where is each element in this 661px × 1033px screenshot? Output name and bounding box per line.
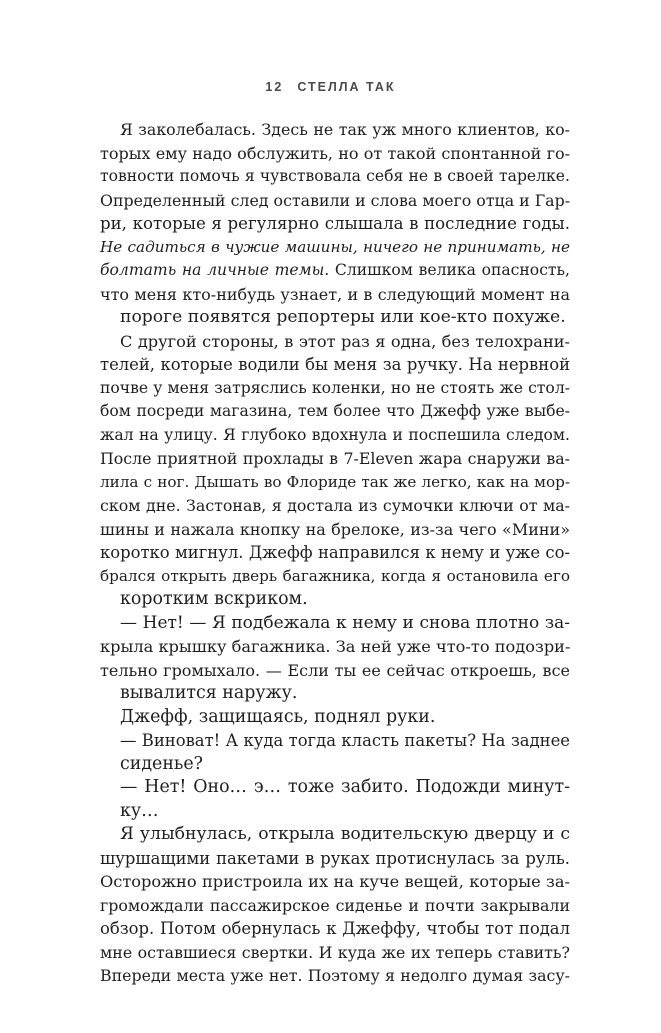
text-line bbox=[100, 400, 570, 424]
text-fragment: громождали пассажирское сиденье и почти закрывали bbox=[100, 895, 570, 915]
text-fragment: Я улыбнулась, открыла водительскую дверцу и с bbox=[120, 824, 570, 844]
text-fragment: ку… bbox=[120, 800, 159, 821]
italic-fragment: Не садиться в чужие машины, ничего не принимать, не bbox=[100, 237, 570, 256]
text-line bbox=[100, 847, 570, 871]
text-fragment: С другой стороны, в этот раз я одна, без телохрани- bbox=[120, 331, 570, 351]
text-fragment: — Нет! Оно… э… тоже забито. Подожди минут- bbox=[120, 777, 570, 797]
text-fragment: что меня кто-нибудь узнает, и в следующий момент на bbox=[100, 284, 570, 304]
text-line bbox=[100, 565, 570, 589]
text-fragment: — Нет! — Я подбежала к нему и снова плотно за- bbox=[120, 612, 570, 633]
text-fragment: бом посреди магазина, тем более что Джефф уже выбе- bbox=[100, 402, 570, 420]
text-fragment: После приятной прохлады в 7-Eleven жара снаружи ва- bbox=[100, 449, 570, 468]
text-fragment: торых ему надо обслужить, но от такой спонтанной го- bbox=[100, 143, 570, 163]
text-line bbox=[100, 964, 570, 988]
text-line bbox=[100, 377, 570, 401]
text-line bbox=[100, 212, 570, 236]
text-line bbox=[100, 447, 570, 471]
text-fragment: мне оставшиеся свертки. И куда же их теперь ставить? bbox=[100, 942, 570, 962]
text-fragment: коротко мигнул. Джефф направился к нему и уже со- bbox=[100, 543, 570, 562]
text-fragment: ри, которые я регулярно слышала в последние годы. bbox=[100, 214, 570, 233]
text-line bbox=[100, 776, 570, 800]
text-line bbox=[100, 236, 570, 260]
text-line bbox=[100, 753, 570, 777]
text-line bbox=[100, 870, 570, 894]
text-fragment: шуршащими пакетами в руках протиснулась за руль. bbox=[100, 848, 570, 868]
text-fragment: товности помочь я чувствовала себя не в своей тарелке. bbox=[100, 167, 570, 185]
text-line bbox=[100, 283, 570, 307]
running-title: СТЕЛЛА ТАК bbox=[297, 80, 396, 94]
text-line bbox=[100, 823, 570, 847]
text-fragment: тельно громыхало. — Если ты ее сейчас откроешь, все bbox=[100, 660, 570, 680]
running-header bbox=[0, 80, 661, 94]
text-fragment: Осторожно пристроила их на куче вещей, которые за- bbox=[100, 872, 570, 891]
italic-fragment: болтать на личные темы bbox=[100, 261, 325, 279]
text-line bbox=[100, 518, 570, 542]
text-line bbox=[100, 635, 570, 659]
text-fragment: телей, которые водили бы меня за ручку. На нервной bbox=[100, 355, 570, 374]
text-fragment: вывалится наружу. bbox=[120, 683, 298, 703]
text-fragment: Джефф, защищаясь, поднял руки. bbox=[120, 706, 436, 727]
text-fragment: — Виноват! А куда тогда класть пакеты? На заднее bbox=[120, 731, 570, 750]
text-fragment: пороге появятся репортеры или кое-кто похуже. bbox=[120, 307, 566, 327]
text-line bbox=[100, 706, 570, 730]
text-line bbox=[100, 494, 570, 518]
text-line bbox=[100, 118, 570, 142]
text-line bbox=[100, 165, 570, 189]
text-line bbox=[100, 941, 570, 965]
text-fragment: сиденье? bbox=[120, 753, 204, 774]
body-text bbox=[100, 118, 570, 988]
text-fragment: коротким вскриком. bbox=[120, 589, 308, 609]
text-fragment: брался открыть дверь багажника, когда я остановила его bbox=[100, 566, 570, 585]
text-line bbox=[100, 800, 570, 824]
page-number: 12 bbox=[265, 80, 284, 94]
text-line bbox=[100, 541, 570, 565]
text-fragment: шины и нажала кнопку на брелоке, из-за чего «Мини» bbox=[100, 519, 570, 539]
text-fragment: Определенный след оставили и слова моего отца и Гар- bbox=[100, 190, 571, 210]
text-line bbox=[100, 917, 570, 941]
text-fragment: лила с ног. Дышать во Флориде так же легко, как на мор- bbox=[100, 472, 570, 491]
text-line bbox=[100, 588, 570, 612]
text-line bbox=[100, 353, 570, 377]
text-line bbox=[100, 612, 570, 636]
text-fragment: почве у меня затряслись коленки, но не стоять же стол- bbox=[100, 378, 570, 397]
text-line bbox=[100, 659, 570, 683]
text-line bbox=[100, 471, 570, 495]
text-fragment: обзор. Потом обернулась к Джеффу, чтобы тот подал bbox=[100, 919, 570, 938]
text-fragment: Я заколебалась. Здесь не так уж много клиентов, ко- bbox=[120, 120, 570, 139]
text-line bbox=[100, 330, 570, 354]
text-line bbox=[100, 424, 570, 448]
text-fragment: жал на улицу. Я глубоко вдохнула и поспешила следом. bbox=[100, 425, 570, 444]
text-line bbox=[100, 682, 570, 706]
text-fragment: . Слишком велика опасность, bbox=[324, 261, 570, 279]
text-line bbox=[100, 189, 570, 213]
text-line bbox=[100, 259, 570, 283]
text-fragment: Впереди места уже нет. Поэтому я недолго думая засу- bbox=[100, 966, 570, 985]
text-line bbox=[100, 729, 570, 753]
text-line bbox=[100, 894, 570, 918]
text-fragment: ском дне. Застонав, я достала из сумочки ключи от ма- bbox=[100, 496, 570, 515]
text-line bbox=[100, 142, 570, 166]
text-fragment: крыла крышку багажника. За ней уже что-то подозри- bbox=[100, 637, 571, 656]
text-line bbox=[100, 306, 570, 330]
